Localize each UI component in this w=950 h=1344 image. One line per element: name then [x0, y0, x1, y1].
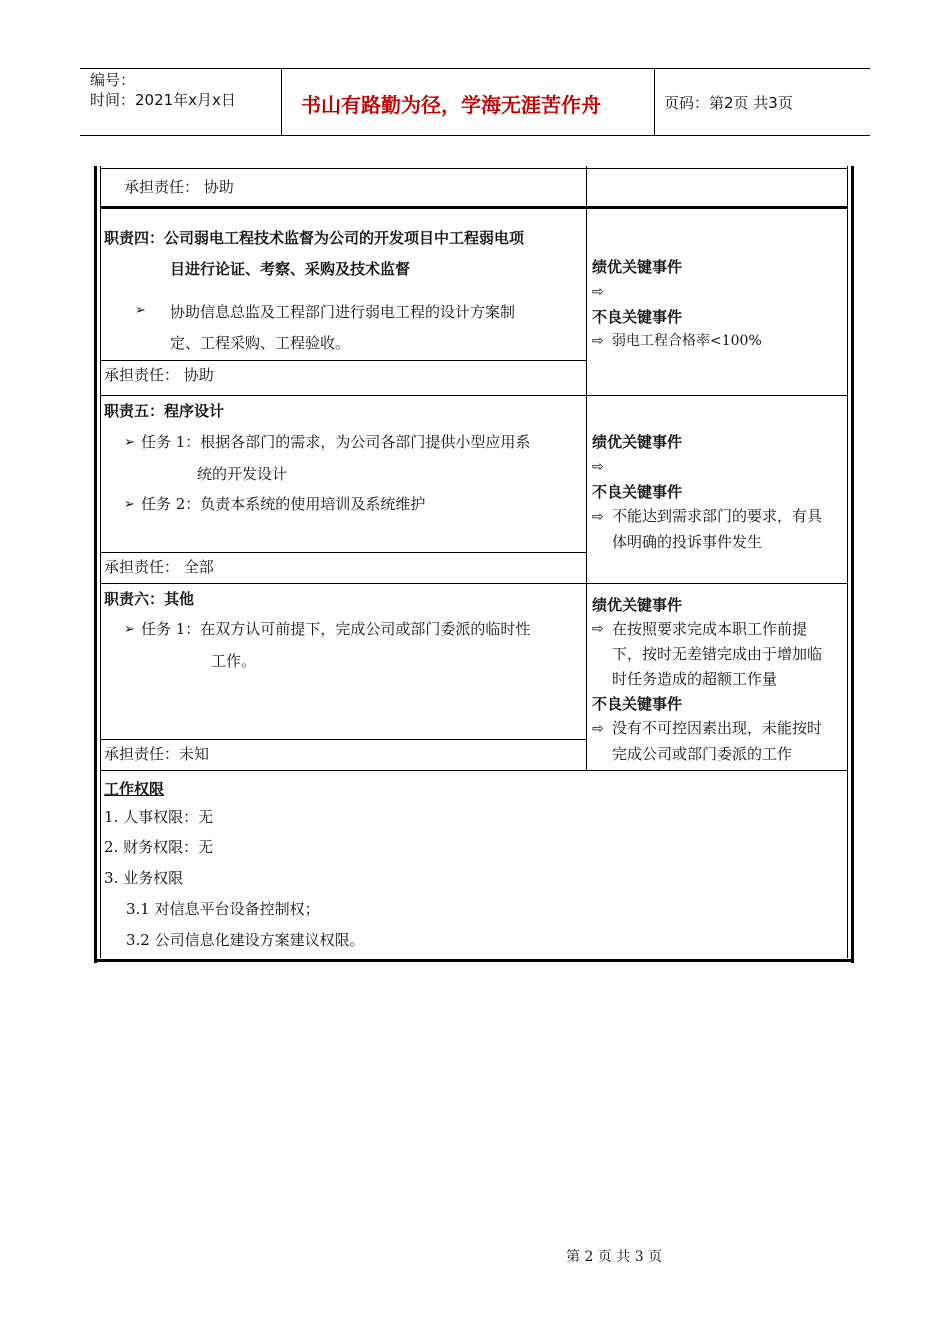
duty6-title: 职责六：其他 — [104, 590, 195, 608]
duty4-kpi-bad-item: 弱电工程合格率<100% — [612, 333, 762, 349]
duty6-kpi-good-line3: 时任务造成的超额工作量 — [612, 670, 778, 688]
duty5-kpi-bad-line2: 体明确的投诉事件发生 — [612, 533, 763, 551]
duty6-kpi-good-label: 绩优关键事件 — [592, 596, 683, 614]
hollow-right-arrow-icon: ⇨ — [592, 509, 604, 525]
duty6-task1-line1: 任务 1：在双方认可前提下，完成公司或部门委派的临时性 — [141, 620, 531, 638]
page-footer: 第 2 页 共 3 页 — [566, 1249, 663, 1265]
page-label: 页码：第2页 共3页 — [664, 94, 793, 112]
arrowhead-bullet-icon: ➢ — [124, 497, 135, 512]
hollow-right-arrow-icon: ⇨ — [592, 459, 604, 475]
duty6-kpi-good-line2: 下，按时无差错完成由于增加临 — [612, 645, 823, 663]
duty6-kpi-bad-label: 不良关键事件 — [592, 695, 683, 713]
authority-item-3-2: 3.2 公司信息化建设方案建议权限。 — [126, 931, 365, 949]
duty4-item-line2: 定、工程采购、工程验收。 — [170, 334, 351, 352]
serial-label: 编号： — [90, 71, 136, 89]
motto: 书山有路勤为径，学海无涯苦作舟 — [301, 93, 601, 117]
duty6-kpi-bad-line2: 完成公司或部门委派的工作 — [612, 745, 793, 763]
duty5-kpi-good-label: 绩优关键事件 — [592, 433, 683, 451]
hollow-right-arrow-icon: ⇨ — [592, 721, 604, 737]
duty5-task1-line1: 任务 1：根据各部门的需求，为公司各部门提供小型应用系 — [141, 433, 531, 451]
duty4-kpi-good-label: 绩优关键事件 — [592, 258, 683, 276]
duty4-kpi-bad-label: 不良关键事件 — [592, 308, 683, 326]
duty5-kpi-bad-label: 不良关键事件 — [592, 483, 683, 501]
duty6-kpi-good-line1: 在按照要求完成本职工作前提 — [612, 620, 808, 638]
arrowhead-bullet-icon: ➢ — [124, 622, 135, 637]
duty5-title: 职责五：程序设计 — [104, 402, 225, 420]
duty5-responsibility: 承担责任： 全部 — [104, 558, 214, 576]
authority-item-3-1: 3.1 对信息平台设备控制权； — [126, 900, 320, 918]
arrowhead-bullet-icon: ➢ — [124, 435, 135, 450]
duty4-responsibility: 承担责任： 协助 — [104, 366, 214, 384]
duty6-task1-line2: 工作。 — [211, 652, 257, 670]
authority-title: 工作权限 — [104, 780, 165, 798]
arrowhead-bullet-icon: ➢ — [135, 303, 146, 318]
authority-item-2: 2. 财务权限：无 — [104, 838, 214, 856]
duty6-responsibility: 承担责任：未知 — [104, 745, 210, 763]
duty6-kpi-bad-line1: 没有不可控因素出现，未能按时 — [612, 719, 823, 737]
hollow-right-arrow-icon: ⇨ — [592, 284, 604, 300]
duty4-title-line2: 目进行论证、考察、采购及技术监督 — [170, 260, 411, 278]
hollow-right-arrow-icon: ⇨ — [592, 621, 604, 637]
duty4-item-line1: 协助信息总监及工程部门进行弱电工程的设计方案制 — [170, 303, 516, 321]
responsibility-text: 承担责任： 协助 — [124, 178, 234, 196]
duty4-title-line1: 职责四：公司弱电工程技术监督为公司的开发项目中工程弱电项 — [104, 229, 525, 247]
authority-item-3: 3. 业务权限 — [104, 869, 184, 887]
duty5-task2: 任务 2：负责本系统的使用培训及系统维护 — [141, 495, 426, 513]
duty5-task1-line2: 统的开发设计 — [197, 465, 288, 483]
authority-item-1: 1. 人事权限：无 — [104, 808, 214, 826]
time-label: 时间：2021年x月x日 — [90, 91, 236, 109]
duty5-kpi-bad-line1: 不能达到需求部门的要求，有具 — [612, 507, 823, 525]
hollow-right-arrow-icon: ⇨ — [592, 333, 604, 349]
